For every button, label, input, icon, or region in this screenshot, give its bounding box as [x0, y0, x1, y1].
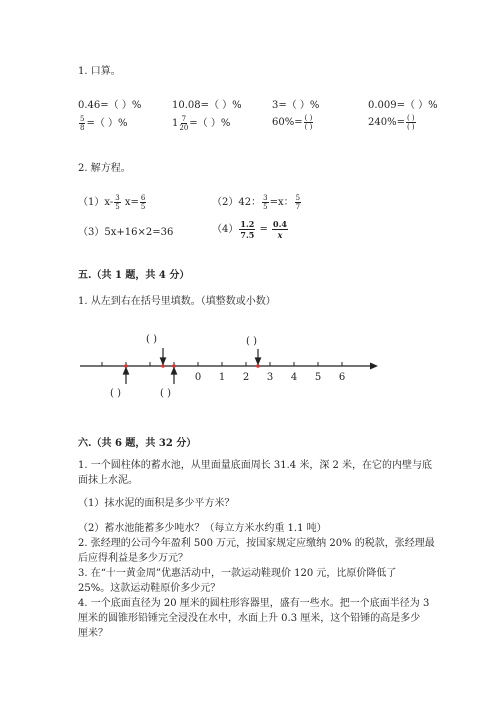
- tick-label-3: 3: [266, 372, 274, 383]
- tick-label-5: 5: [314, 372, 322, 383]
- paren-bottom-1: ( ): [110, 388, 121, 399]
- section-5-heading: 五.（共 1 题，共 4 分）: [78, 270, 190, 281]
- tick-label-6: 6: [338, 372, 346, 383]
- tick-label-1: 1: [218, 372, 226, 383]
- problem-1-sub-2: （2）蓄水池能蓄多少吨水？（每立方米水约重 1.1 吨）: [78, 523, 327, 534]
- q1-item-4: 0.009=（ ）%: [368, 100, 438, 111]
- problem-4-line-1: 4. 一个底面直径为 20 厘米的圆柱形容器里，盛有一些水。把一个底面半径为 3: [78, 598, 430, 609]
- tick-label-2: 2: [242, 372, 250, 383]
- problem-3-line-2: 25%。这款运动鞋原价多少元？: [78, 583, 221, 594]
- problem-2-line-1: 2. 张经理的公司今年盈利 500 万元，按国家规定应缴纳 20% 的税款，张经理最: [78, 538, 435, 549]
- section-5-prompt: 1. 从左到右在括号里填数。（填整数或小数）: [78, 296, 276, 307]
- q1-title: 1. 口算。: [78, 66, 121, 77]
- tick-label-4: 4: [290, 372, 298, 383]
- problem-1-sub-1: （1）抹水泥的面积是多少平方米？: [78, 498, 235, 509]
- equation-1: （1）x- $\frac{3}{5}$ x= $\frac{6}{5}$: [78, 194, 146, 211]
- problem-1-line-1: 1. 一个圆柱体的蓄水池，从里面量底面周长 31.4 米，深 2 米，在它的内壁与底: [78, 460, 433, 471]
- problem-1-line-2: 面抹上水泥。: [78, 475, 138, 486]
- q1-item-8: 240%= $\frac{( )}{( )}$: [368, 114, 415, 131]
- problem-2-line-2: 后应得利益是多少万元？: [78, 553, 188, 564]
- q2-title: 2. 解方程。: [78, 163, 131, 174]
- equation-4: （4） $\frac{1.2}{7.5}$ = $\frac{0.4}{x}$: [212, 219, 287, 240]
- paren-top-1: ( ): [146, 334, 157, 345]
- q1-item-1: 0.46=（ ）%: [78, 100, 142, 111]
- equation-2: （2）42： $\frac{3}{5}$ =x： $\frac{5}{7}$: [212, 194, 301, 211]
- q1-item-6: 1 $\frac{7}{20}$ =（ ）%: [172, 115, 231, 132]
- problem-4-line-2: 厘米的圆锥形铅锤完全浸没在水中，水面上升 0.3 厘米，这个铅锤的高是多少: [78, 613, 421, 624]
- tick-label-0: 0: [194, 372, 202, 383]
- q1-item-3: 3=（ ）%: [272, 100, 320, 111]
- equation-3: （3）5x+16×2=36: [78, 227, 174, 238]
- q1-item-5: $\frac{5}{8}$ =（ ）%: [80, 115, 128, 132]
- paren-bottom-2: ( ): [160, 388, 171, 399]
- problem-3-line-1: 3. 在“十一黄金周”优惠活动中，一款运动鞋现价 120 元，比原价降低了: [78, 568, 397, 579]
- paren-top-2: ( ): [246, 336, 257, 347]
- problem-4-line-3: 厘米？: [78, 628, 108, 639]
- section-6-heading: 六.（共 6 题，共 32 分）: [78, 438, 197, 449]
- q1-item-7: 60%= $\frac{( )}{( )}$: [272, 114, 313, 131]
- q1-item-2: 10.08=（ ）%: [172, 100, 242, 111]
- number-line-arrowhead: [370, 363, 378, 370]
